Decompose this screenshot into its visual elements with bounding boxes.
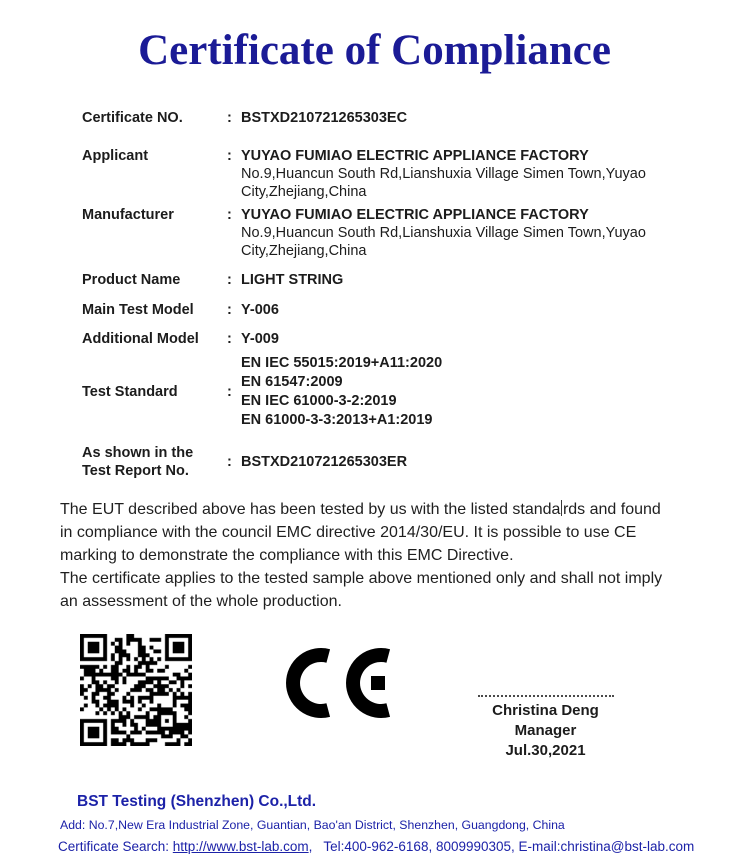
signatory-role: Manager xyxy=(514,722,577,739)
colon: : xyxy=(227,454,232,470)
statement-text: The EUT described above has been tested by us with the listed standa xyxy=(60,501,561,518)
field-label: As shown in the Test Report No. xyxy=(82,445,194,479)
applicant-name: YUYAO FUMIAO ELECTRIC APPLIANCE FACTORY xyxy=(241,148,589,164)
statement-text: rds and found xyxy=(562,501,661,518)
compliance-statement xyxy=(60,498,740,613)
field-row-manufacturer xyxy=(82,206,682,260)
certificate-fields xyxy=(82,109,682,480)
statement-line: marking to demonstrate the compliance with this EMC Directive. xyxy=(60,547,514,564)
field-value xyxy=(241,354,671,430)
applicant-address: No.9,Huancun South Rd,Lianshuxia Village Simen Town,Yuyao City,Zhejiang,China xyxy=(241,166,646,200)
signature-dotted-line xyxy=(478,689,614,697)
statement-line: The certificate applies to the tested sample above mentioned only and shall not imply xyxy=(60,570,663,587)
test-standard-line: EN IEC 55015:2019+A11:2020 xyxy=(241,355,443,371)
colon: : xyxy=(227,302,232,318)
colon: : xyxy=(227,272,232,288)
field-label: Manufacturer xyxy=(82,207,174,223)
field-row-test-standard xyxy=(82,354,682,430)
statement-line: an assessment of the whole production. xyxy=(60,593,342,610)
certificate-search-line xyxy=(58,839,749,854)
field-value xyxy=(241,206,671,260)
test-standard-line: EN 61547:2009 xyxy=(241,374,343,390)
field-row-product-name xyxy=(82,271,682,289)
field-label: Main Test Model xyxy=(82,302,194,318)
signature-date: Jul.30,2021 xyxy=(505,742,586,759)
signatory-name: Christina Deng xyxy=(492,702,599,719)
logos-and-signature-row xyxy=(0,631,749,781)
statement-line: in compliance with the council EMC directive 2014/30/EU. It is possible to use CE xyxy=(60,524,637,541)
field-row-additional-model xyxy=(82,330,682,348)
colon: : xyxy=(227,331,232,347)
field-value: Y-009 xyxy=(241,331,279,347)
field-row-applicant xyxy=(82,147,682,201)
signature-block xyxy=(468,689,623,761)
lab-company-name: BST Testing (Shenzhen) Co.,Ltd. xyxy=(77,793,317,810)
lab-contact-info: , Tel:400-962-6168, 8009990305, E-mail:christina@bst-lab.com xyxy=(308,839,695,854)
statement-line xyxy=(60,498,740,521)
ce-mark-icon xyxy=(285,644,393,722)
field-row-main-test-model xyxy=(82,301,682,319)
colon: : xyxy=(227,384,232,400)
field-value xyxy=(241,147,671,201)
certificate-title: Certificate of Compliance xyxy=(138,27,611,74)
test-standard-line: EN IEC 61000-3-2:2019 xyxy=(241,393,397,409)
test-standard-line: EN 61000-3-3:2013+A1:2019 xyxy=(241,412,433,428)
field-value: LIGHT STRING xyxy=(241,272,344,288)
field-value: BSTXD210721265303ER xyxy=(241,454,408,470)
colon: : xyxy=(227,148,232,164)
field-label: Product Name xyxy=(82,272,181,288)
manufacturer-name: YUYAO FUMIAO ELECTRIC APPLIANCE FACTORY xyxy=(241,207,589,223)
certificate-search-label: Certificate Search: xyxy=(58,839,173,854)
field-row-certificate-no xyxy=(82,109,682,127)
certificate-search-link[interactable]: http://www.bst-lab.com xyxy=(172,839,309,854)
manufacturer-address: No.9,Huancun South Rd,Lianshuxia Village Simen Town,Yuyao City,Zhejiang,China xyxy=(241,225,646,259)
colon: : xyxy=(227,110,232,126)
field-label: Certificate NO. xyxy=(82,110,183,126)
field-label: Applicant xyxy=(82,148,149,164)
lab-address: Add: No.7,New Era Industrial Zone, Guantian, Bao'an District, Shenzhen, Guangdong, China xyxy=(60,818,565,832)
field-row-test-report-no xyxy=(82,444,682,480)
field-value: BSTXD210721265303EC xyxy=(241,110,408,126)
field-label: Additional Model xyxy=(82,331,199,347)
footer xyxy=(0,793,749,854)
colon: : xyxy=(227,207,232,223)
field-label: Test Standard xyxy=(82,384,178,400)
field-value: Y-006 xyxy=(241,302,279,318)
qr-code-image xyxy=(80,634,192,746)
